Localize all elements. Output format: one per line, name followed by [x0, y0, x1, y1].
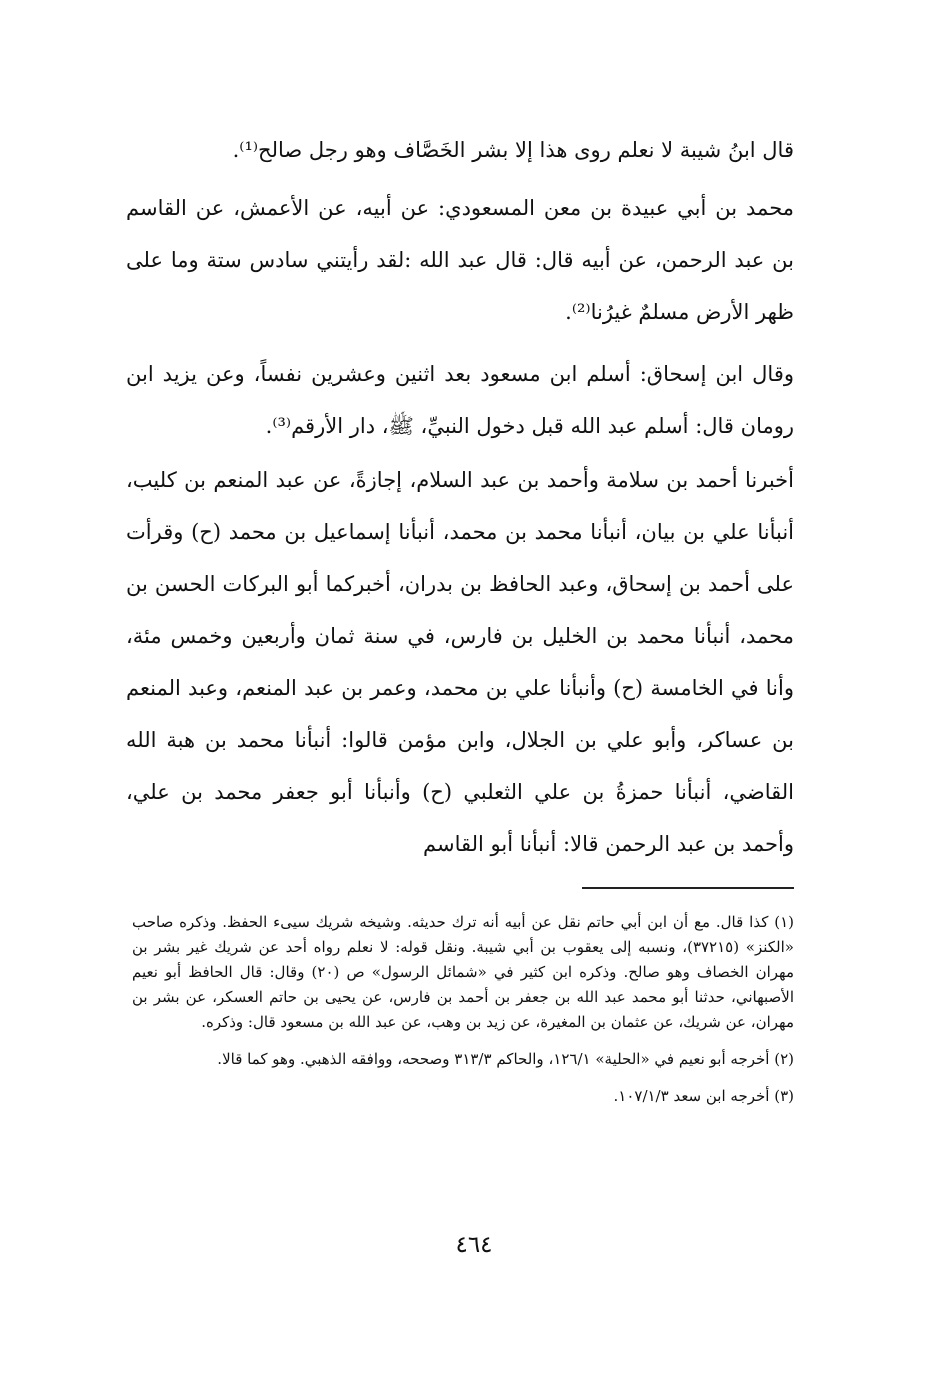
page-number: ٤٦٤: [455, 1232, 493, 1258]
footnotes: [132, 910, 794, 1121]
paragraph-isnad-chain: أخبرنا أحمد بن سلامة وأحمد بن عبد السلام، إجازةً، عن عبد المنعم بن كليب، أنبأنا علي بن بيان، أنبأنا محمد بن محمد، أنبأنا إسماعيل بن محمد (ح) وقرأت على أحمد بن إسحاق، وعبد الحافظ بن بدران، أخبركما أبو البركات الحسن بن محمد، أنبأنا محمد بن الخليل بن فارس، في سنة ثمان وأربعين وخمس مئة، وأنا في الخامسة (ح) وأنبأنا علي بن محمد، وعمر بن عبد المنعم، وعبد المنعم بن عساكر، وأبو علي بن الجلال، وابن مؤمن قالوا: أنبأنا محمد بن هبة الله القاضي، أنبأنا حمزةُ بن علي الثعلبي (ح) وأنبأنا أبو جعفر محمد بن علي، وأحمد بن عبد الرحمن قالا: أنبأنا أبو القاسم: [126, 468, 794, 856]
footnote-2: (٢) أخرجه أبو نعيم في «الحلية» ١٢٦/١، والحاكم ٣١٣/٣ وصححه، ووافقه الذهبي. وهو كما قالا.: [217, 1050, 794, 1068]
paragraph-ibn-ishaq: وقال ابن إسحاق: أسلم ابن مسعود بعد اثنين وعشرين نفساً، وعن يزيد ابن رومان قال: أسلم عبد الله قبل دخول النبيِّ، ﷺ، دار الأرقم⁽³⁾.: [126, 362, 794, 438]
footnote-separator: [582, 887, 794, 889]
paragraph-ibn-shayba: قال ابنُ شيبة لا نعلم روى هذا إلا بشر الخَصَّاف وهو رجل صالح⁽¹⁾.: [232, 138, 794, 162]
footnote-3: (٣) أخرجه ابن سعد ١٠٧/١/٣.: [613, 1087, 794, 1105]
footnote-1: (١) كذا قال. مع أن ابن أبي حاتم نقل عن أبيه أنه ترك حديثه. وشيخه شريك سيىء الحفظ. وذكره صاحب «الكنز» (٣٧٢١٥)، ونسبه إلى يعقوب بن أبي شيبة. ونقل قوله: لا نعلم رواه أحد عن شريك غير بشر بن مهران الخصاف وهو صالح. وذكره ابن كثير في «شمائل الرسول» ص (٢٠) وقال: قال الحافظ أبو نعيم الأصبهاني، حدثنا أبو محمد عبد الله بن جعفر بن أحمد بن فارس، عن يحيى بن حاتم العسكر، عن بشر بن مهران، عن شريك، عن عثمان بن المغيرة، عن زيد بن وهب، عن عبد الله بن مسعود قال: وذكره.: [132, 913, 795, 1031]
main-text: [126, 124, 794, 870]
paragraph-masudi-narration: محمد بن أبي عبيدة بن معن المسعودي: عن أبيه، عن الأعمش، عن القاسم بن عبد الرحمن، عن أبيه قال: قال عبد الله :لقد رأيتني سادس ستة وما على ظهر الأرض مسلمٌ غيرُنا⁽²⁾.: [126, 196, 794, 324]
